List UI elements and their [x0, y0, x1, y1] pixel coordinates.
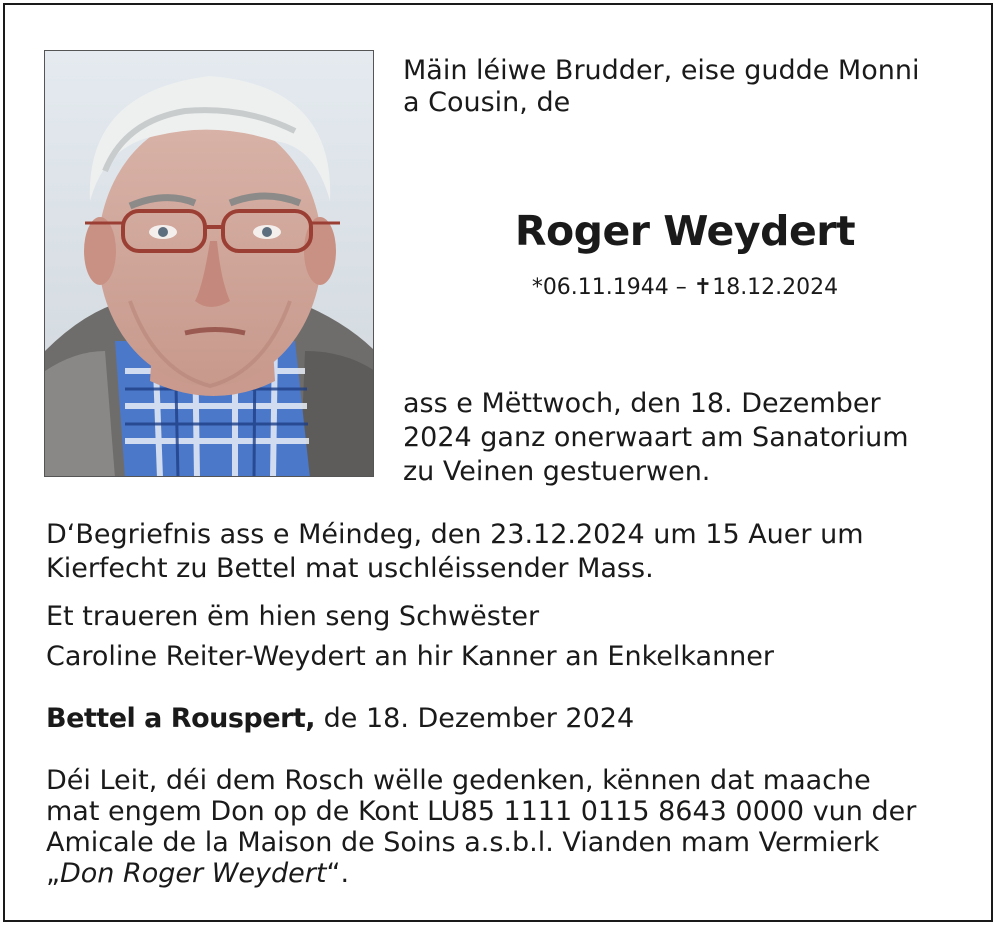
intro-text [403, 55, 973, 119]
portrait-illustration [45, 51, 374, 477]
notice-date: de 18. Dezember 2024 [315, 703, 635, 734]
death-notice-line-1: ass e Mëttwoch, den 18. Dezember [403, 388, 881, 419]
donation-reference: Don Roger Weydert [60, 858, 327, 889]
donation-quote-open: „ [46, 858, 60, 889]
portrait-photo [44, 50, 374, 477]
intro-line-1: Mäin léiwe Brudder, eise gudde Monni [403, 55, 920, 86]
donation-line-3: Amicale de la Maison de Soins a.s.b.l. Vianden mam Vermierk [46, 827, 880, 858]
place-date [46, 702, 966, 736]
deceased-name: Roger Weydert [514, 207, 856, 255]
life-dates: *06.11.1944 – ✝18.12.2024 [531, 275, 839, 300]
death-notice-line-2: 2024 ganz onerwaart am Sanatorium [403, 422, 909, 453]
donation-notice [46, 765, 966, 889]
mourners-line-2: Caroline Reiter-Weydert an hir Kanner an Enkelkanner [46, 641, 775, 672]
mourners-line-1: Et traueren ëm hien seng Schwëster [46, 601, 540, 632]
death-notice [403, 387, 965, 489]
death-notice-line-3: zu Veinen gestuerwen. [403, 456, 711, 487]
donation-quote-close: “. [326, 858, 350, 889]
funeral-line-2: Kierfecht zu Bettel mat uschléissender Mass. [46, 553, 654, 584]
intro-line-2: a Cousin, de [403, 87, 571, 118]
funeral-line-1: D‘Begriefnis ass e Méindeg, den 23.12.2024 um 15 Auer um [46, 519, 864, 550]
place-name: Bettel a Rouspert, [46, 703, 316, 734]
donation-line-1: Déi Leit, déi dem Rosch wëlle gedenken, kënnen dat maache [46, 765, 871, 796]
donation-line-2: mat engem Don op de Kont LU85 1111 0115 8643 0000 vun der [46, 796, 917, 827]
obituary-frame [3, 3, 993, 922]
funeral-notice [46, 518, 966, 586]
